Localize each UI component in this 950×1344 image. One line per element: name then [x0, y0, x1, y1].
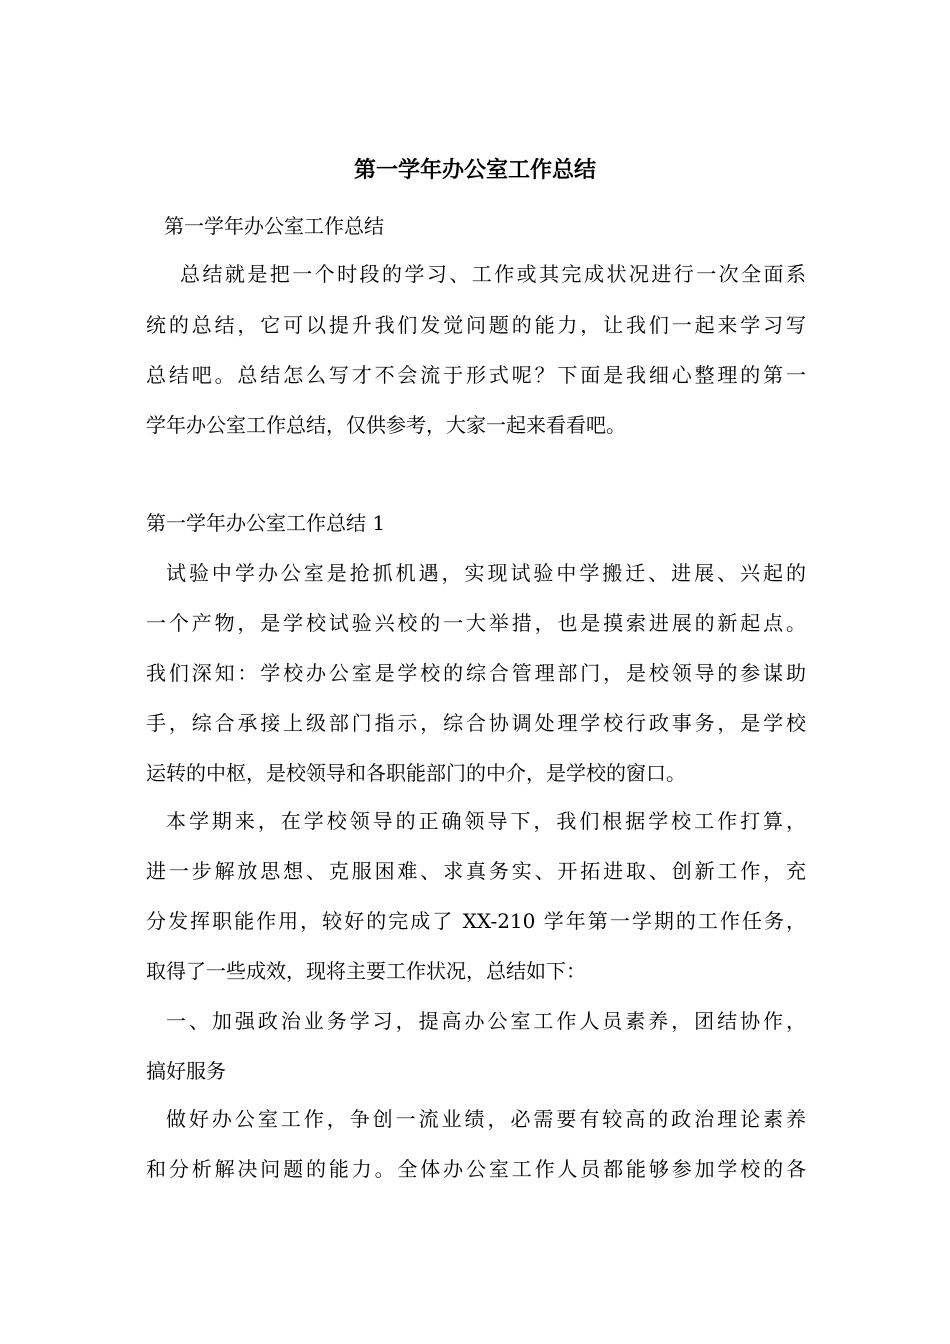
paragraph-line: 试验中学办公室是抢抓机遇，实现试验中学搬迁、进展、兴起的 — [166, 561, 806, 585]
paragraph-line: 和分析解决问题的能力。全体办公室工作人员都能够参加学校的各 — [146, 1157, 806, 1181]
document-subtitle: 第一学年办公室工作总结 — [164, 214, 384, 238]
document-title: 第一学年办公室工作总结 — [353, 157, 596, 183]
intro-line: 统的总结，它可以提升我们发觉问题的能力，让我们一起来学习写 — [146, 313, 806, 337]
intro-line: 学年办公室工作总结，仅供参考，大家一起来看看吧。 — [146, 413, 626, 437]
paragraph-line: 做好办公室工作，争创一流业绩，必需要有较高的政治理论素养 — [166, 1107, 806, 1131]
numbered-heading-line: 搞好服务 — [146, 1059, 226, 1083]
intro-line: 总结就是把一个时段的学习、工作或其完成状况进行一次全面系 — [180, 262, 806, 286]
paragraph-line: 一个产物，是学校试验兴校的一大举措，也是摸索进展的新起点。 — [146, 611, 806, 635]
paragraph-line: 手，综合承接上级部门指示，综合协调处理学校行政事务，是学校 — [146, 711, 806, 735]
paragraph-line: 进一步解放思想、克服困难、求真务实、开拓进取、创新工作，充 — [146, 859, 806, 883]
paragraph-line: 本学期来，在学校领导的正确领导下，我们根据学校工作打算， — [166, 809, 806, 833]
paragraph-line: 分发挥职能作用，较好的完成了 XX-210 学年第一学期的工作任务， — [146, 909, 806, 933]
paragraph-line: 取得了一些成效，现将主要工作状况，总结如下： — [146, 959, 586, 983]
paragraph-line: 运转的中枢，是校领导和各职能部门的中介，是学校的窗口。 — [146, 761, 686, 785]
section-heading: 第一学年办公室工作总结 1 — [146, 511, 386, 535]
intro-line: 总结吧。总结怎么写才不会流于形式呢？下面是我细心整理的第一 — [146, 363, 806, 387]
numbered-heading-line: 一、加强政治业务学习，提高办公室工作人员素养，团结协作， — [166, 1009, 806, 1033]
paragraph-line: 我们深知：学校办公室是学校的综合管理部门，是校领导的参谋助 — [146, 661, 806, 685]
